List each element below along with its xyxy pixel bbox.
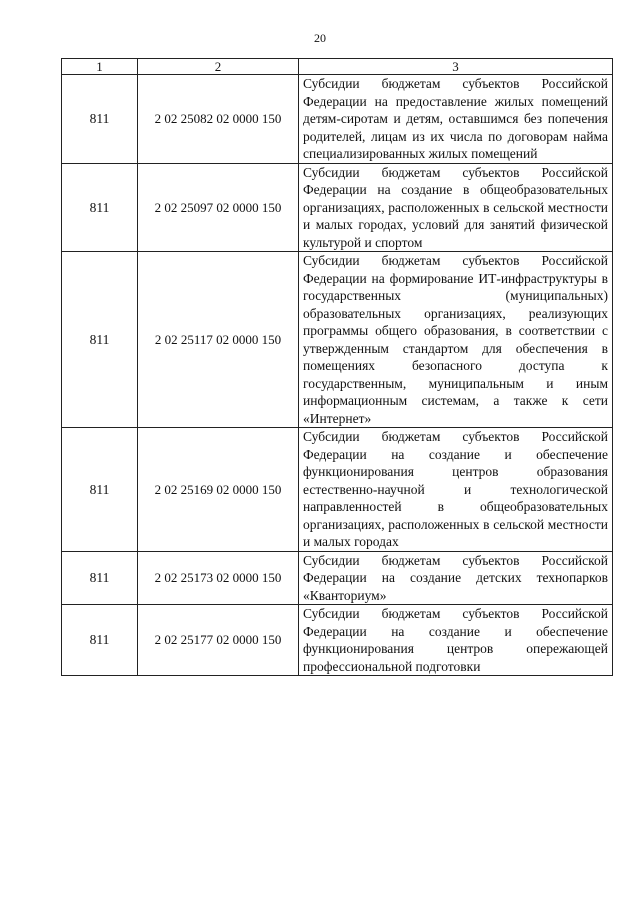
admin-code-cell: 811 bbox=[62, 428, 138, 552]
budget-code-cell: 2 02 25117 02 0000 150 bbox=[138, 252, 299, 428]
budget-code-cell: 2 02 25097 02 0000 150 bbox=[138, 163, 299, 252]
column-header-1: 1 bbox=[62, 59, 138, 75]
description-cell: Субсидии бюджетам субъектов Российской Федерации на создание и обеспечение функционирования центров образования естественно-научной и технологической направленностей в общеобразовательных организациях, расположенных в сельской местности и малых городах bbox=[299, 428, 613, 552]
table-row bbox=[62, 428, 613, 552]
admin-code-cell: 811 bbox=[62, 75, 138, 164]
page-number: 20 bbox=[314, 31, 326, 45]
table-row bbox=[62, 551, 613, 605]
table-row bbox=[62, 163, 613, 252]
budget-classification-table bbox=[61, 58, 613, 676]
description-cell: Субсидии бюджетам субъектов Российской Федерации на создание в общеобразовательных организациях, расположенных в сельской местности и малых городах, условий для занятий физической культурой и спортом bbox=[299, 163, 613, 252]
column-header-3: 3 bbox=[299, 59, 613, 75]
budget-code-cell: 2 02 25177 02 0000 150 bbox=[138, 605, 299, 676]
budget-code-cell: 2 02 25169 02 0000 150 bbox=[138, 428, 299, 552]
budget-code-cell: 2 02 25082 02 0000 150 bbox=[138, 75, 299, 164]
budget-code-cell: 2 02 25173 02 0000 150 bbox=[138, 551, 299, 605]
admin-code-cell: 811 bbox=[62, 605, 138, 676]
table-row bbox=[62, 252, 613, 428]
table-row bbox=[62, 75, 613, 164]
table-row bbox=[62, 605, 613, 676]
description-cell: Субсидии бюджетам субъектов Российской Федерации на формирование ИТ-инфраструктуры в государственных (муниципальных) образовательных организациях, реализующих программы общего образования, в соответствии с утвержденным стандартом для обеспечения в помещениях безопасного доступа к государственным, муниципальным и иным информационным системам, а также к сети «Интернет» bbox=[299, 252, 613, 428]
description-cell: Субсидии бюджетам субъектов Российской Федерации на создание и обеспечение функционирования центров опережающей профессиональной подготовки bbox=[299, 605, 613, 676]
description-cell: Субсидии бюджетам субъектов Российской Федерации на предоставление жилых помещений детям-сиротам и детям, оставшимся без попечения родителей, лицам из их числа по договорам найма специализированных жилых помещений bbox=[299, 75, 613, 164]
column-header-2: 2 bbox=[138, 59, 299, 75]
admin-code-cell: 811 bbox=[62, 252, 138, 428]
admin-code-cell: 811 bbox=[62, 551, 138, 605]
description-cell: Субсидии бюджетам субъектов Российской Федерации на создание детских технопарков «Кванториум» bbox=[299, 551, 613, 605]
table-header-row bbox=[62, 59, 613, 75]
admin-code-cell: 811 bbox=[62, 163, 138, 252]
